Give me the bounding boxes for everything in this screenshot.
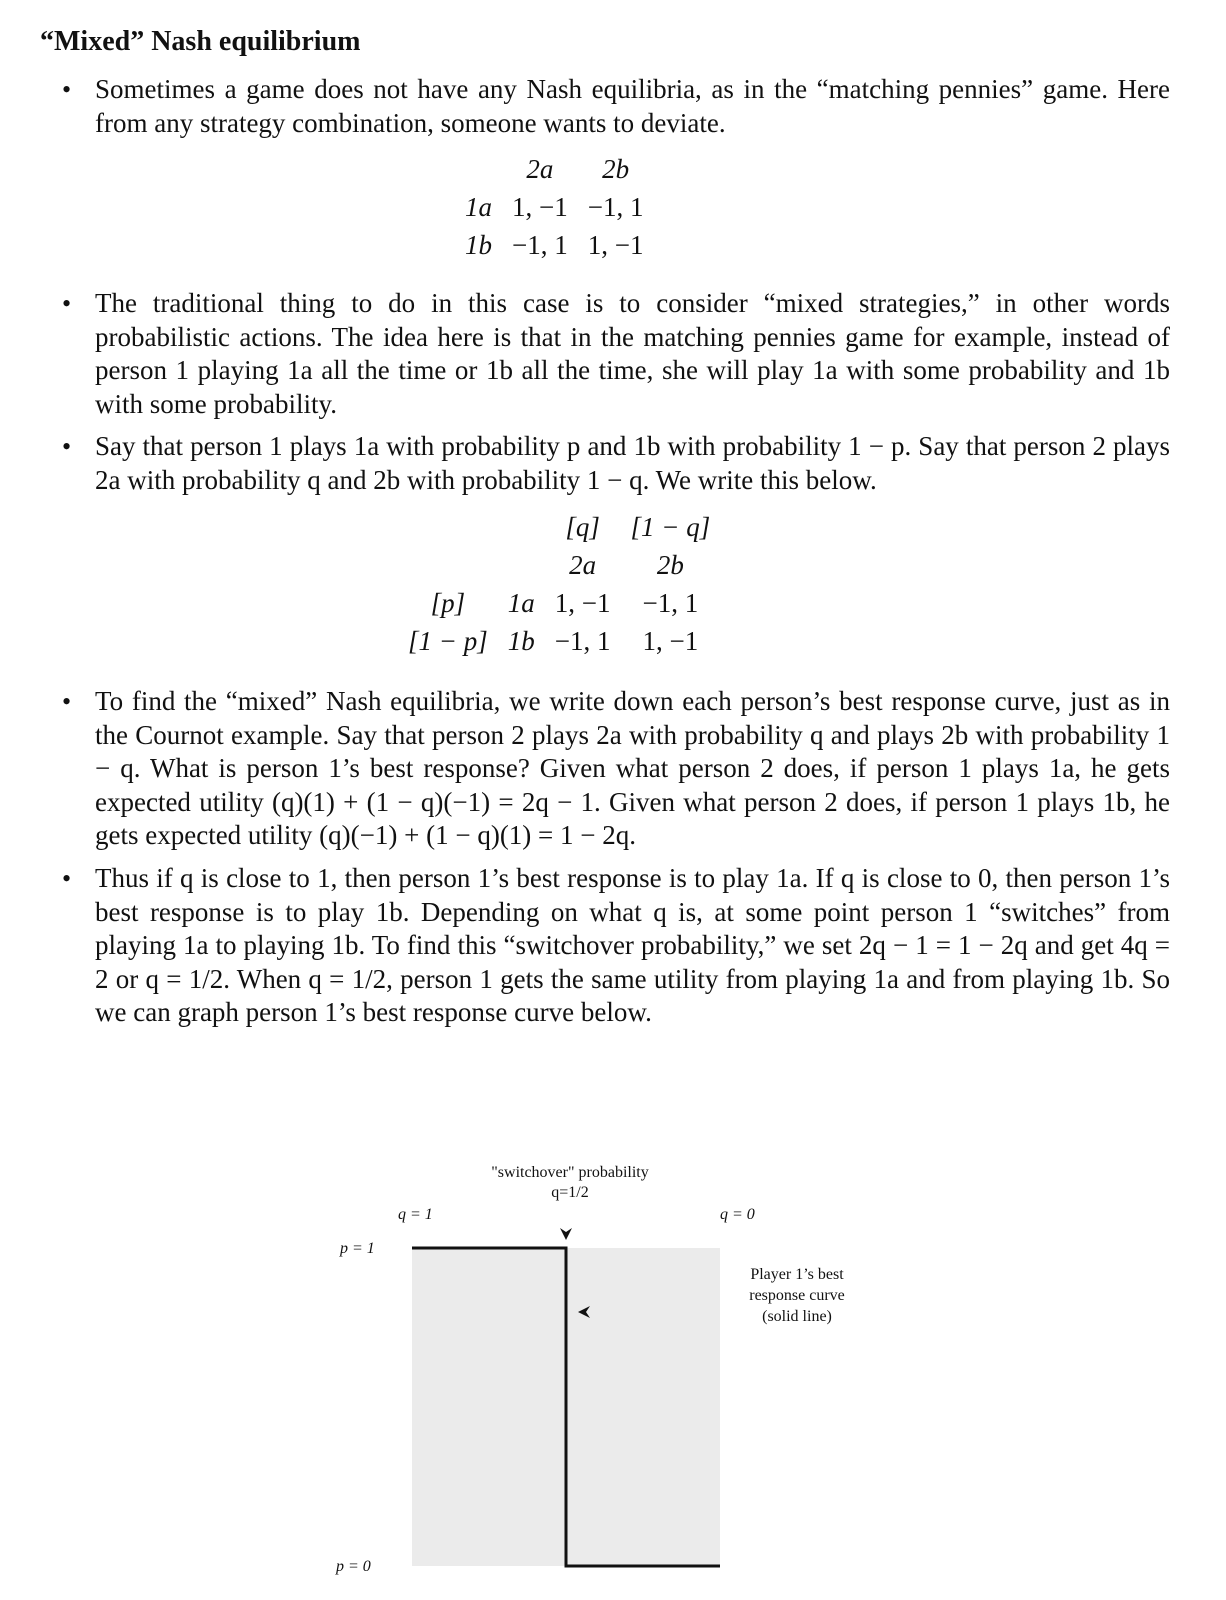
col-prob: [q] [565,511,600,542]
col-prob: [1 − q] [630,511,711,542]
p-zero-label: p = 0 [336,1558,371,1575]
p-one-label: p = 1 [340,1240,375,1257]
curve-label-line-2: response curve [749,1287,845,1304]
payoff-cell: −1, 1 [642,587,699,618]
row-header: 1a [465,191,492,222]
curve-label-line-1: Player 1’s best [750,1266,844,1283]
paragraph-4: • To find the “mixed” Nash equilibria, we write down each person’s best response curve, just as in the Cournot example. Say that person 2 plays 2a with probability q and plays 2b with probability 1 − q. What is person 1’s best response? Given what person 2 does, if person 1 plays 1a, he gets expected utility (q)(1) + (1 − q)(−1) = 2q − 1. Given what person 2 does, if person 1 plays 1b, he gets expected utility (q)(−1) + (1 − q)(1) = 1 − 2q. [95,685,1170,853]
col-header: 2b [656,549,684,580]
switchover-q-label: q=1/2 [551,1184,589,1201]
payoff-cell: 1, −1 [587,229,644,260]
payoff-matrix-1 [455,150,653,264]
row-header: 1b [465,229,492,260]
payoff-cell: 1, −1 [512,191,568,222]
best-response-figure [0,1160,1226,1600]
payoff-cell: −1, 1 [554,625,611,656]
q-zero-label: q = 0 [720,1206,755,1223]
payoff-cell: 1, −1 [642,625,699,656]
col-header: 2a [526,153,554,184]
paragraph-5: • Thus if q is close to 1, then person 1’s best response is to play 1a. If q is close to 0, then person 1’s best response is to play 1b. Depending on what q is, at some point person 1 “switches” from playing 1a to playing 1b. To find this “switchover probability,” we set 2q − 1 = 1 − 2q and get 4q = 2 or q = 1/2. When q = 1/2, person 1 gets the same utility from playing 1a and from playing 1b. So we can graph person 1’s best response curve below. [95,862,1170,1030]
row-header: 1b [507,625,535,656]
q-one-label: q = 1 [398,1206,433,1223]
payoff-matrix-2 [398,508,720,660]
arrow-down-icon [560,1228,572,1240]
paragraph-1: • Sometimes a game does not have any Nash equilibria, as in the “matching pennies” game. Here from any strategy combination, someone wants to deviate. [95,73,1170,140]
section-title: “Mixed” Nash equilibrium [40,26,361,57]
switchover-label: "switchover" probability [491,1164,649,1181]
payoff-cell: −1, 1 [587,191,644,222]
row-header: 1a [507,587,535,618]
col-header: 2a [569,549,597,580]
paragraph-3: • Say that person 1 plays 1a with probability p and 1b with probability 1 − p. Say that person 2 plays 2a with probability q and 2b with probability 1 − q. We write this below. [95,430,1170,497]
col-header: 2b [602,153,630,184]
row-prob: [p] [430,587,466,618]
paragraph-2: • The traditional thing to do in this case is to consider “mixed strategies,” in other words probabilistic actions. The idea here is that in the matching pennies game for example, instead of person 1 playing 1a all the time or 1b all the time, she will play 1a with some probability and 1b with some probability. [95,287,1170,421]
payoff-cell: −1, 1 [512,229,568,260]
curve-label-line-3: (solid line) [762,1308,832,1325]
payoff-cell: 1, −1 [554,587,611,618]
best-response-svg [0,1160,1226,1600]
row-prob: [1 − p] [408,625,488,656]
